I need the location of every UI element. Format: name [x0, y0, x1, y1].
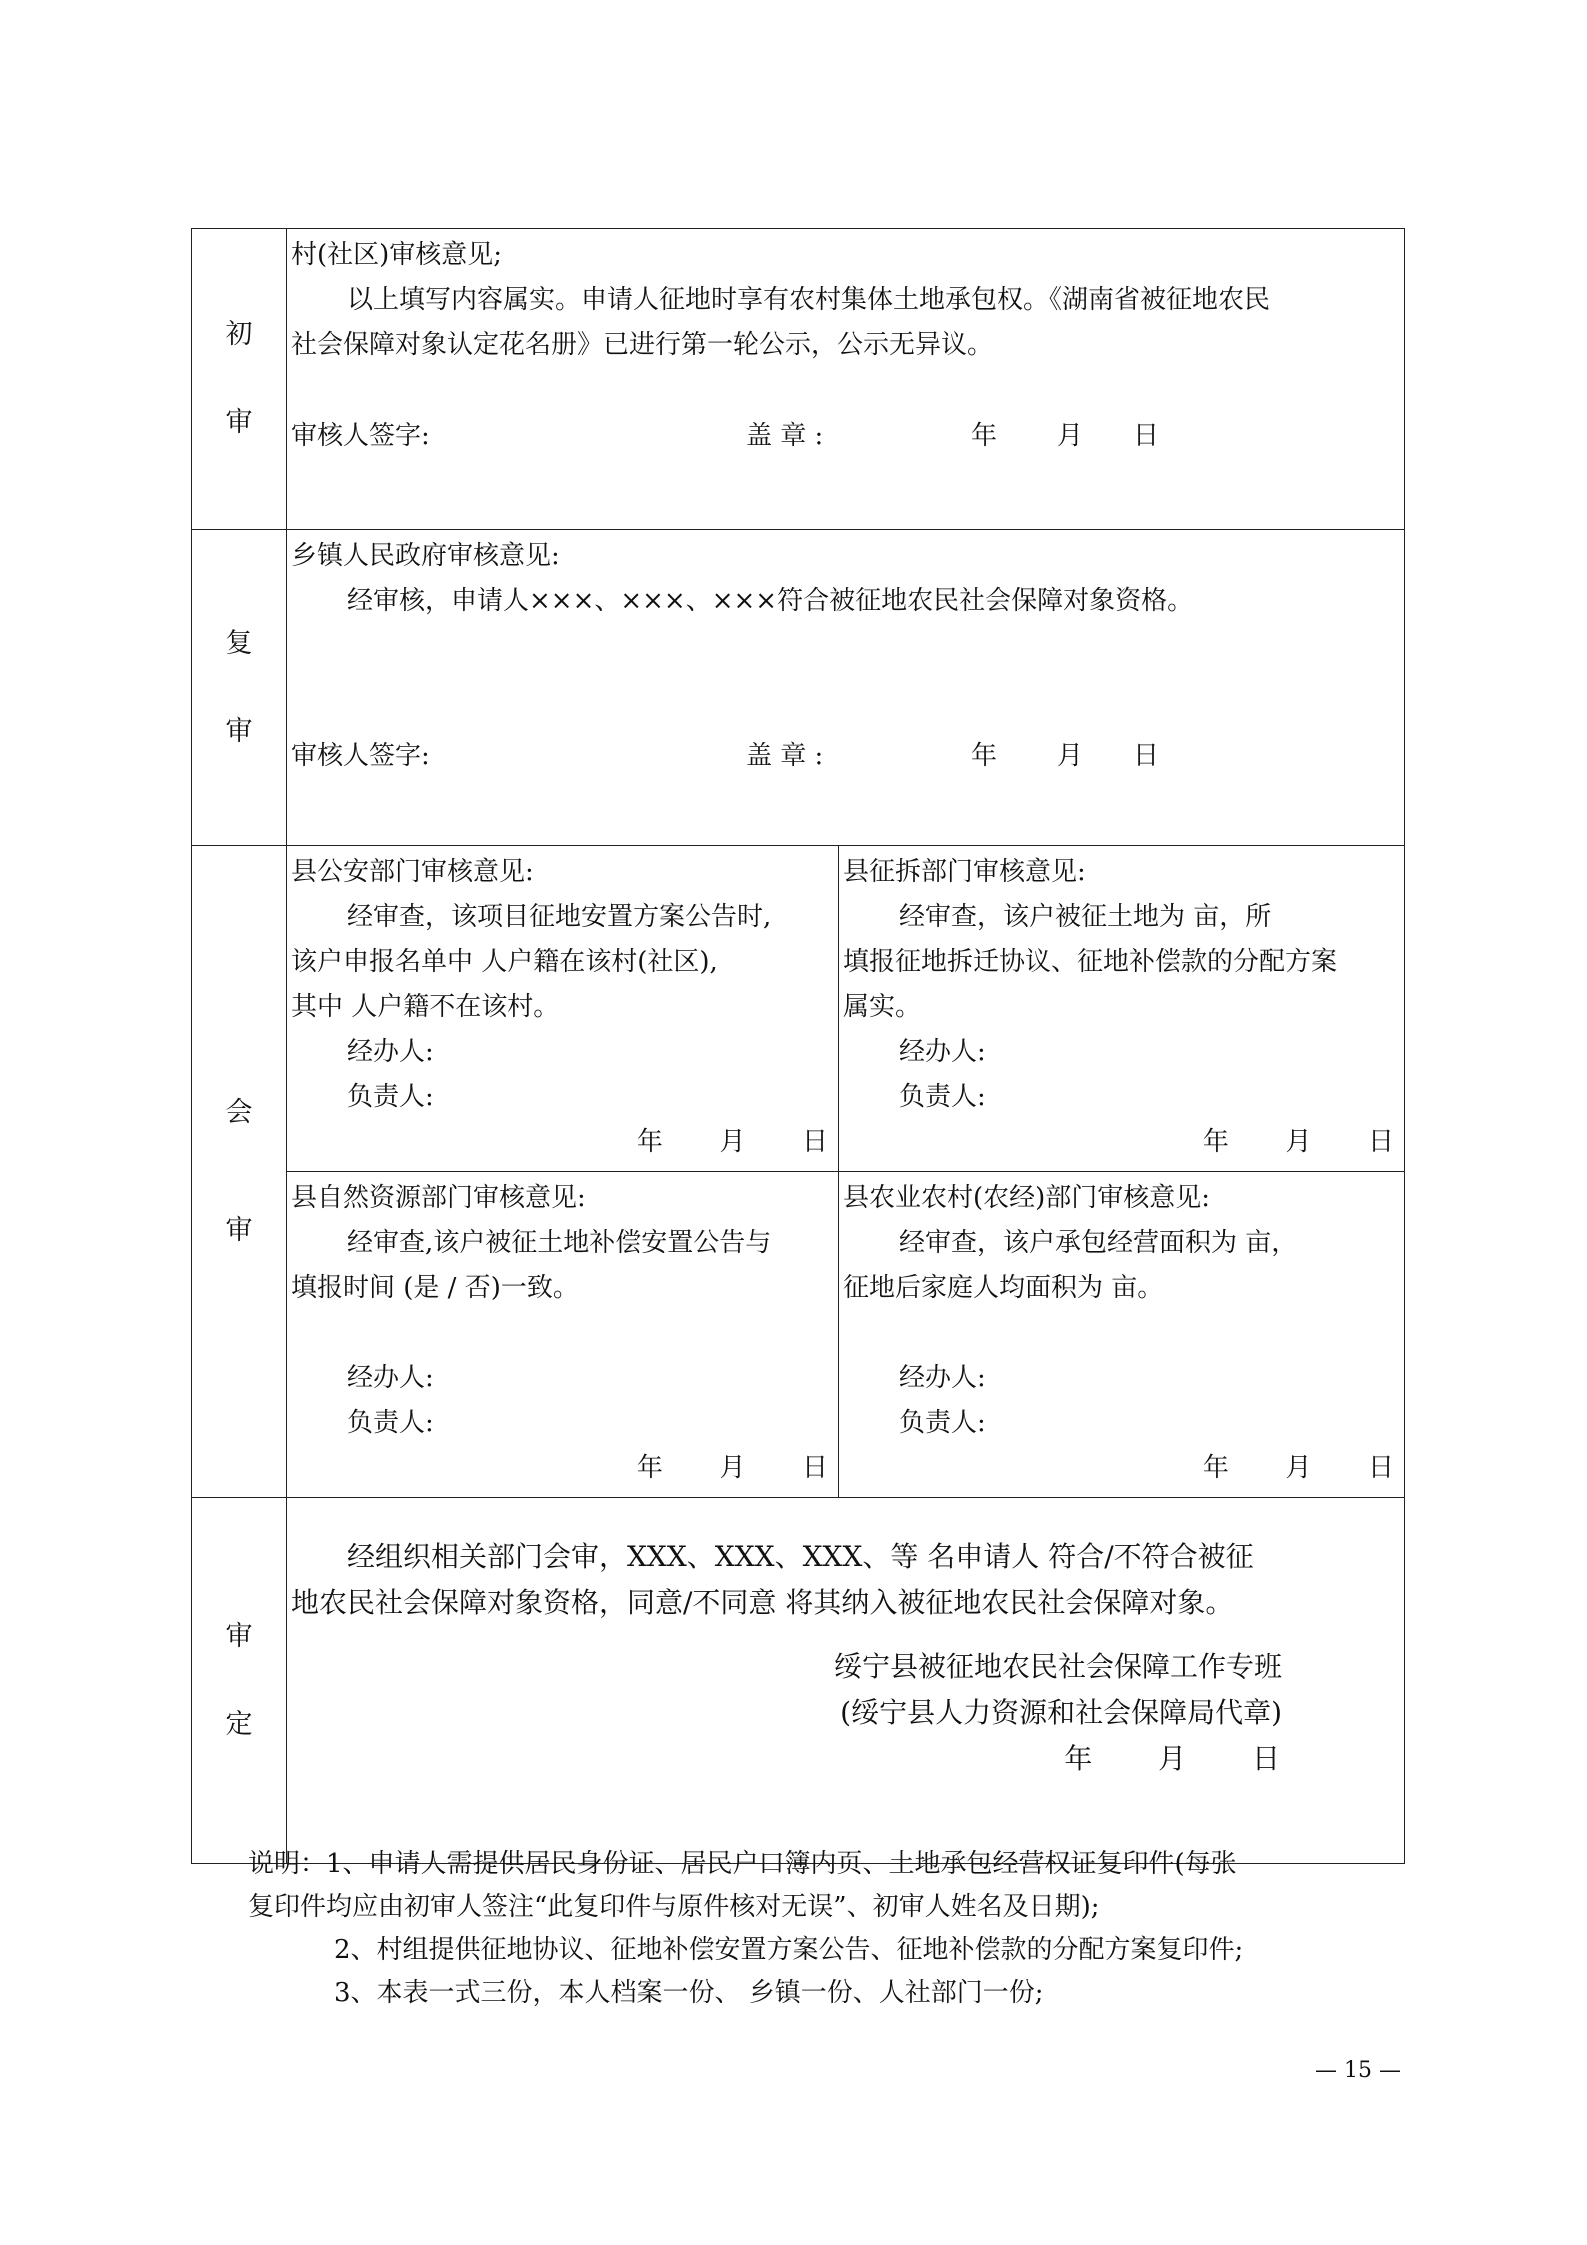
police-date [291, 1120, 832, 1165]
final-decision-label [192, 1498, 287, 1864]
agriculture-body-line: 征地后家庭人均面积为 亩。 [843, 1273, 1164, 1303]
decision-date [291, 1736, 1398, 1782]
decision-org: 绥宁县被征地农民社会保障工作专班 [834, 1650, 1283, 1683]
initial-sign-row [291, 414, 1398, 459]
review-form-table [191, 228, 1405, 1864]
label-char: 初 [225, 319, 253, 350]
demolition-review-cell [839, 846, 1405, 1172]
agriculture-body-line: 经审查，该户承包经营面积为 亩， [899, 1228, 1298, 1258]
label-char: 复 [225, 627, 253, 659]
label-char: 审 [225, 407, 253, 438]
responsible-label: 负责人: [899, 1408, 986, 1438]
label-char: 定 [225, 1708, 253, 1740]
month-label: 月 [1057, 421, 1084, 451]
label-char: 会 [225, 1096, 253, 1128]
second-review-label [192, 530, 287, 846]
second-review-content [287, 530, 1405, 846]
resources-date [291, 1446, 832, 1491]
police-body-line: 其中 人户籍不在该村。 [291, 992, 560, 1022]
resources-heading: 县自然资源部门审核意见: [291, 1183, 586, 1213]
initial-body-line: 社会保障对象认定花名册》已进行第一轮公示，公示无异议。 [291, 330, 994, 360]
year-label: 年 [636, 1127, 663, 1157]
day-label: 日 [801, 1453, 828, 1483]
year-label: 年 [636, 1453, 663, 1483]
day-label: 日 [1368, 1453, 1395, 1483]
signer-label: 审核人签字: [291, 421, 430, 451]
label-char: 审 [225, 1214, 253, 1246]
initial-review-content [287, 229, 1405, 530]
label-char: 审 [225, 1620, 253, 1652]
day-label: 日 [1133, 741, 1160, 771]
year-label: 年 [1202, 1127, 1229, 1157]
month-label: 月 [719, 1453, 746, 1483]
note-line: 说明：1、申请人需提供居民身份证、居民户口簿内页、土地承包经营权证复印件(每张 [248, 1849, 1237, 1879]
day-label: 日 [1252, 1742, 1281, 1775]
agriculture-date [843, 1446, 1398, 1491]
demolition-body-line: 经审查，该户被征土地为 亩，所 [899, 902, 1272, 932]
month-label: 月 [1057, 741, 1084, 771]
year-label: 年 [1064, 1742, 1093, 1775]
initial-review-row [192, 229, 1405, 530]
seal-label: 盖 章 : [746, 741, 824, 771]
police-review-cell [287, 846, 839, 1172]
second-review-row [192, 530, 1405, 846]
handler-label: 经办人: [899, 1363, 986, 1393]
signer-label: 审核人签字: [291, 741, 430, 771]
final-decision-content [287, 1498, 1405, 1864]
agriculture-review-cell [839, 1172, 1405, 1498]
initial-heading: 村(社区)审核意见; [291, 240, 503, 270]
month-label: 月 [1158, 1742, 1187, 1775]
initial-review-label [192, 229, 287, 530]
day-label: 日 [1368, 1127, 1395, 1157]
decision-body-line: 地农民社会保障对象资格，同意/不同意 将其纳入被征地农民社会保障对象。 [291, 1586, 1234, 1619]
year-label: 年 [971, 421, 998, 451]
responsible-label: 负责人: [899, 1082, 986, 1112]
note-line: 3、本表一式三份，本人档案一份、 乡镇一份、人社部门一份; [334, 1978, 1044, 2008]
review-heading: 乡镇人民政府审核意见: [291, 541, 560, 571]
responsible-label: 负责人: [347, 1408, 434, 1438]
handler-label: 经办人: [899, 1037, 986, 1067]
police-body-line: 该户申报名单中 人户籍在该村(社区), [291, 947, 718, 977]
note-line: 复印件均应由初审人签注“此复印件与原件核对无误”、初审人姓名及日期); [248, 1892, 1100, 1922]
demolition-heading: 县征拆部门审核意见: [843, 857, 1086, 887]
police-heading: 县公安部门审核意见: [291, 857, 534, 887]
resources-body-line: 经审查,该户被征土地补偿安置公告与 [347, 1228, 772, 1258]
year-label: 年 [971, 741, 998, 771]
joint-review-row-1 [192, 846, 1405, 1172]
demolition-date [843, 1120, 1398, 1165]
handler-label: 经办人: [347, 1363, 434, 1393]
initial-body-line: 以上填写内容属实。申请人征地时享有农村集体土地承包权。《湖南省被征地农民 [347, 285, 1271, 315]
agriculture-heading: 县农业农村(农经)部门审核意见: [843, 1183, 1211, 1213]
joint-review-row-2 [192, 1172, 1405, 1498]
day-label: 日 [1133, 421, 1160, 451]
note-line: 2、村组提供征地协议、征地补偿安置方案公告、征地补偿款的分配方案复印件; [334, 1935, 1244, 1965]
police-body-line: 经审查，该项目征地安置方案公告时, [347, 902, 772, 932]
page-number: — 15 — [1315, 2058, 1401, 2083]
month-label: 月 [1285, 1127, 1312, 1157]
notes-section [248, 1843, 1398, 2015]
year-label: 年 [1202, 1453, 1229, 1483]
decision-org-seal: (绥宁县人力资源和社会保障局代章) [840, 1696, 1283, 1729]
demolition-body-line: 属实。 [843, 992, 922, 1022]
seal-label: 盖 章 : [746, 421, 824, 451]
day-label: 日 [801, 1127, 828, 1157]
handler-label: 经办人: [347, 1037, 434, 1067]
resources-body-line: 填报时间 (是 / 否)一致。 [291, 1273, 579, 1303]
responsible-label: 负责人: [347, 1082, 434, 1112]
joint-review-label [192, 846, 287, 1498]
resources-review-cell [287, 1172, 839, 1498]
review-body: 经审核，申请人×××、×××、×××符合被征地农民社会保障对象资格。 [347, 586, 1194, 616]
month-label: 月 [1285, 1453, 1312, 1483]
month-label: 月 [719, 1127, 746, 1157]
decision-body-line: 经组织相关部门会审，XXX、XXX、XXX、等 名申请人 符合/不符合被征 [347, 1540, 1254, 1573]
final-decision-row [192, 1498, 1405, 1864]
demolition-body-line: 填报征地拆迁协议、征地补偿款的分配方案 [843, 947, 1338, 977]
review-sign-row [291, 734, 1398, 779]
label-char: 审 [225, 715, 253, 747]
